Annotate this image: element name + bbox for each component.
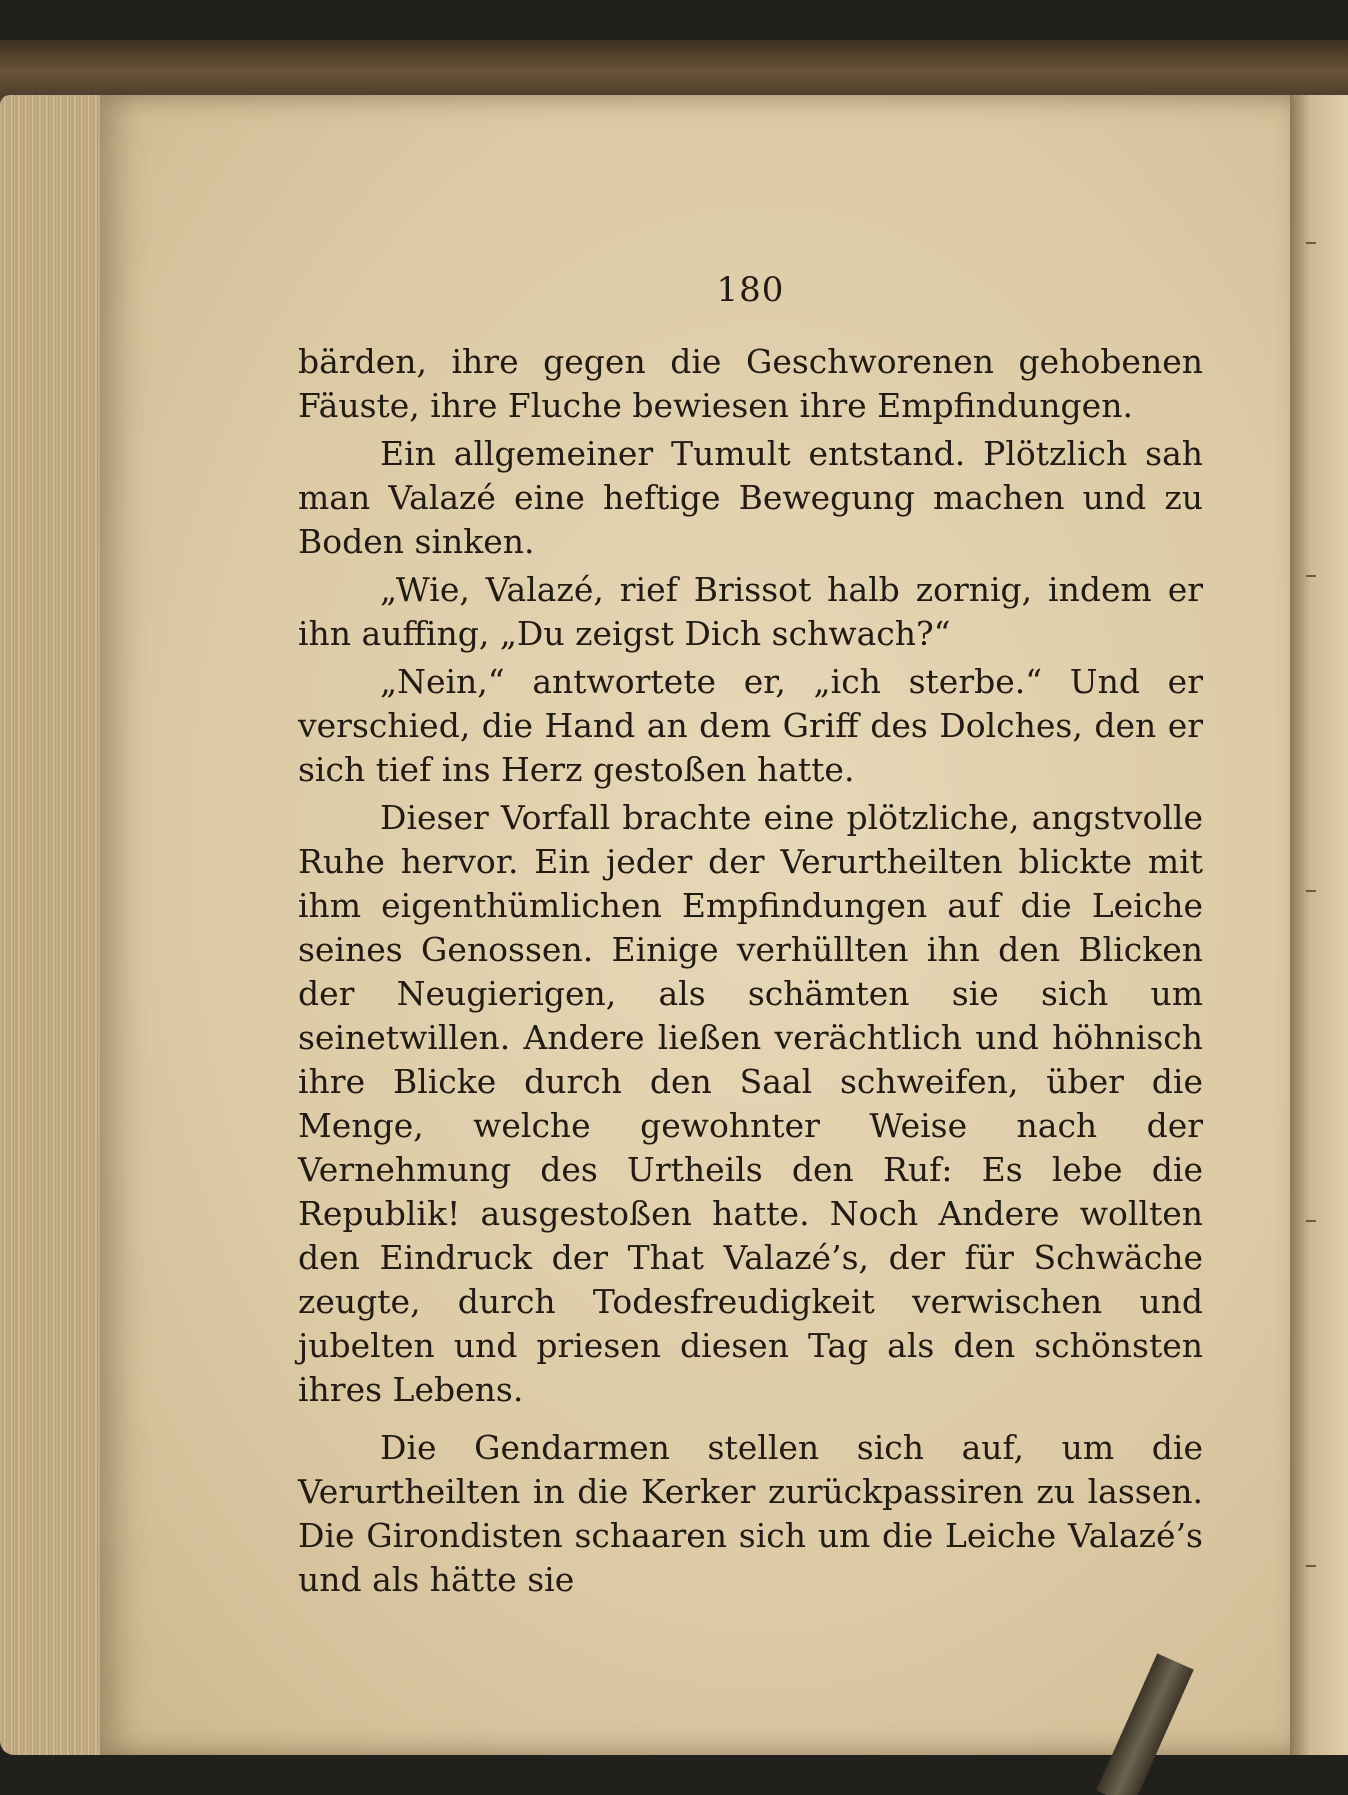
paragraph-3: „Wie, Valazé, rief Brissot halb zornig, indem er ihn auffing, „Du zeigst Dich schwach?“: [298, 570, 1203, 653]
paragraph-5: Dieser Vorfall brachte eine plötzliche, angstvolle Ruhe hervor. Ein jeder der Verurtheilten blickte mit ihm eigenthümlichen Empfindungen auf die Leiche seines Genossen. Einige verhüllten ihn den Blicken der Neugierigen, als schämten sie sich um seinetwillen. Andere ließen verächtlich und höhnisch ihre Blicke durch den Saal schweifen, über die Menge, welche gewohnter Weise nach der Vernehmung des Urtheils den Ruf: Es lebe die Republik! ausgestoßen hatte. Noch Andere wollten den Eindruck der That Valazé’s, der für Schwäche zeugte, durch Todesfreudigkeit verwischen und jubelten und priesen diesen Tag als den schönsten ihres Lebens.: [298, 798, 1203, 1409]
page-stack-edge: [0, 95, 110, 1755]
page-number: 180: [716, 270, 785, 310]
paragraph-2: Ein allgemeiner Tumult entstand. Plötzlich sah man Valazé eine heftige Bewegung machen und zu Boden sinken.: [298, 434, 1203, 561]
next-page-edge: [1290, 95, 1348, 1755]
paragraph-1: bärden, ihre gegen die Geschworenen gehobenen Fäuste, ihre Fluche bewiesen ihre Empfindungen.: [298, 342, 1203, 425]
paragraph-4: „Nein,“ antwortete er, „ich sterbe.“ Und er verschied, die Hand an dem Griff des Dolches, den er sich tief ins Herz gestoßen hatte.: [298, 662, 1203, 789]
paragraph-6: Die Gendarmen stellen sich auf, um die Verurtheilten in die Kerker zurückpassiren zu lassen. Die Girondisten schaaren sich um die Leiche Valazé’s und als hätte sie: [298, 1428, 1203, 1599]
page-content: [298, 270, 1203, 1602]
